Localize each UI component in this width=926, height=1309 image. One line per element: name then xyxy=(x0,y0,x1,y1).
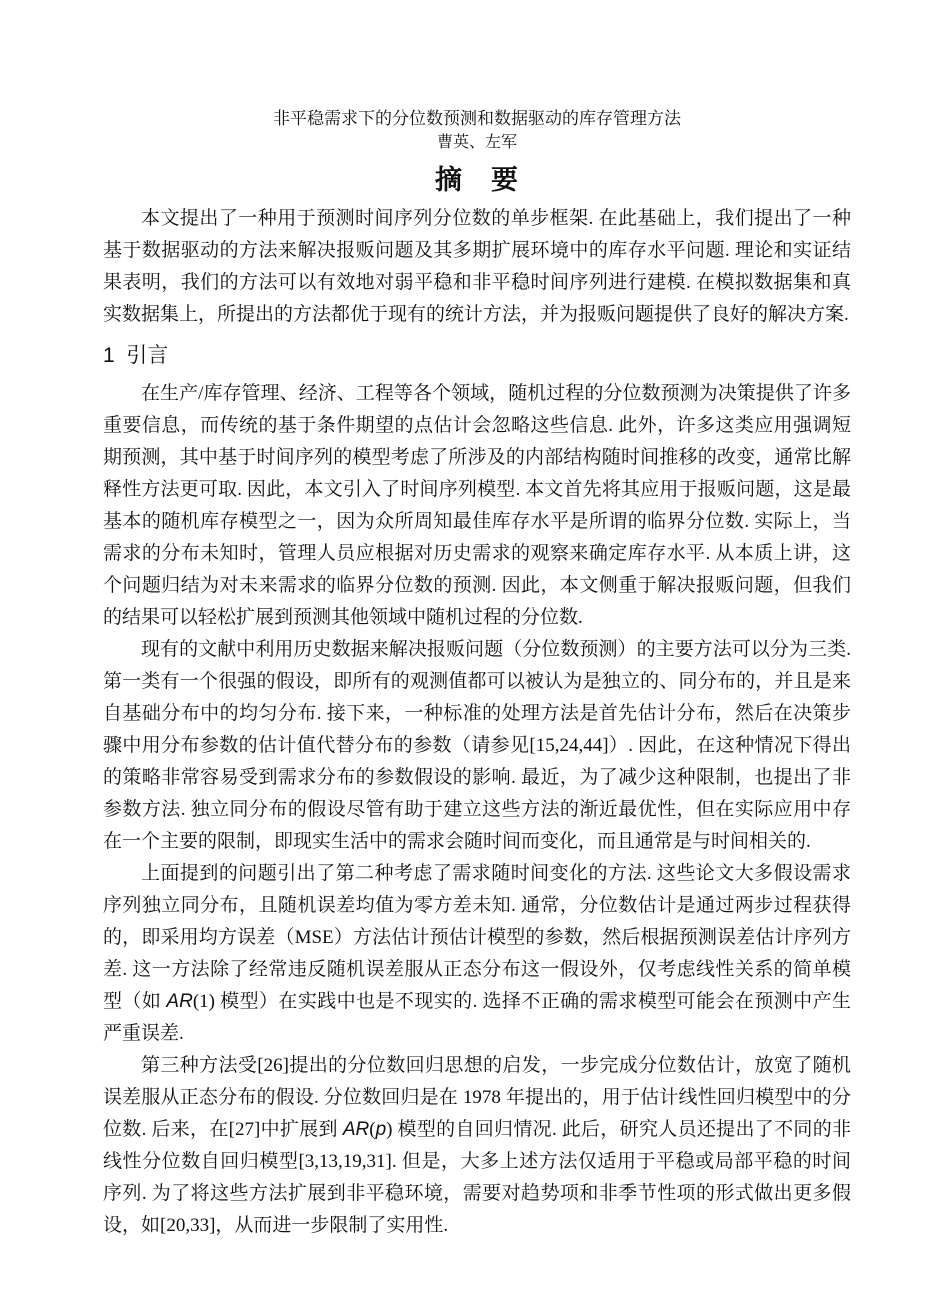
paragraph-text: 第三种方法受[26]提出的分位数回归思想的启发，一步完成分位数估计，放宽了随机误差服从正态分布的假设. 分位数回归是在 1978 年提出的，用于估计线性回归模型中的分位数. 后来，在[27]中扩展到 xyxy=(103,1055,851,1140)
math-variable-AR: AR xyxy=(342,1119,370,1140)
intro-paragraph-1 xyxy=(103,378,851,634)
intro-paragraph-2 xyxy=(103,634,851,858)
intro-paragraph-4 xyxy=(103,1050,851,1242)
math-variable-p: p xyxy=(375,1119,387,1140)
abstract-heading: 摘 要 xyxy=(435,165,519,195)
paragraph-text: 在生产/库存管理、经济、工程等各个领域，随机过程的分位数预测为决策提供了许多重要信息，而传统的基于条件期望的点估计会忽略这些信息. 此外，许多这类应用强调短期预测，其中基于时间序列的模型考虑了所涉及的内部结构随时间推移的改变，通常比解释性方法更可取. 因此，本文引入了时间序列模型. 本文首先将其应用于报贩问题，这是最基本的随机库存模型之一，因为众所周知最佳库存水平是所谓的临界分位数. 实际上，当需求的分布未知时，管理人员应根据对历史需求的观察来确定库存水平. 从本质上讲，这个问题归结为对未来需求的临界分位数的预测. 因此，本文侧重于解决报贩问题，但我们的结果可以轻松扩展到预测其他领域中随机过程的分位数. xyxy=(103,383,851,628)
paragraph-text: 上面提到的问题引出了第二种考虑了需求随时间变化的方法. 这些论文大多假设需求序列独立同分布，且随机误差均值为零方差未知. 通常，分位数估计是通过两步过程获得的，即采用均方误差（MSE）方法估计预估计模型的参数，然后根据预测误差估计序列方差. 这一方法除了经常违反随机误差服从正态分布这一假设外，仅考虑线性关系的简单模型（如 xyxy=(103,863,851,1012)
intro-paragraph-3 xyxy=(103,858,851,1050)
math-variable-AR: AR xyxy=(166,991,193,1012)
paragraph-text: ) 模型的自回归情况. 此后，研究人员还提出了不同的非线性分位数自回归模型[3,13,19,31]. 但是，大多上述方法仅适用于平稳或局部平稳的时间序列. 为了将这些方法扩展到非平稳环境，需要对趋势项和非季节性项的形式做出更多假设，如[20,33]，从而进一步限制了实用性. xyxy=(103,1119,851,1236)
paragraph-text: (1) 模型）在实践中也是不现实的. 选择不正确的需求模型可能会在预测中产生严重误差. xyxy=(103,991,851,1044)
paper-authors: 曹英、左军 xyxy=(436,134,517,151)
paragraph-text: ( xyxy=(369,1119,376,1140)
paper-title: 非平稳需求下的分位数预测和数据驱动的库存管理方法 xyxy=(273,109,681,128)
section-1-number: 1 xyxy=(103,344,115,367)
section-1-title: 引言 xyxy=(126,344,169,367)
paragraph-text: 现有的文献中利用历史数据来解决报贩问题（分位数预测）的主要方法可以分为三类. 第一类有一个很强的假设，即所有的观测值都可以被认为是独立的、同分布的，并且是来自基础分布中的均匀分布. 接下来，一种标准的处理方法是首先估计分布，然后在决策步骤中用分布参数的估计值代替分布的参数（请参见[15,24,44]）. 因此，在这种情况下得出的策略非常容易受到需求分布的参数假设的影响. 最近，为了减少这种限制，也提出了非参数方法. 独立同分布的假设尽管有助于建立这些方法的渐近最优性，但在实际应用中存在一个主要的限制，即现实生活中的需求会随时间而变化，而且通常是与时间相关的. xyxy=(103,639,851,852)
section-1-heading xyxy=(103,341,851,371)
abstract-text: 本文提出了一种用于预测时间序列分位数的单步框架. 在此基础上，我们提出了一种基于数据驱动的方法来解决报贩问题及其多期扩展环境中的库存水平问题. 理论和实证结果表明，我们的方法可以有效地对弱平稳和非平稳时间序列进行建模. 在模拟数据集和真实数据集上，所提出的方法都优于现有的统计方法，并为报贩问题提供了良好的解决方案. xyxy=(103,208,851,325)
